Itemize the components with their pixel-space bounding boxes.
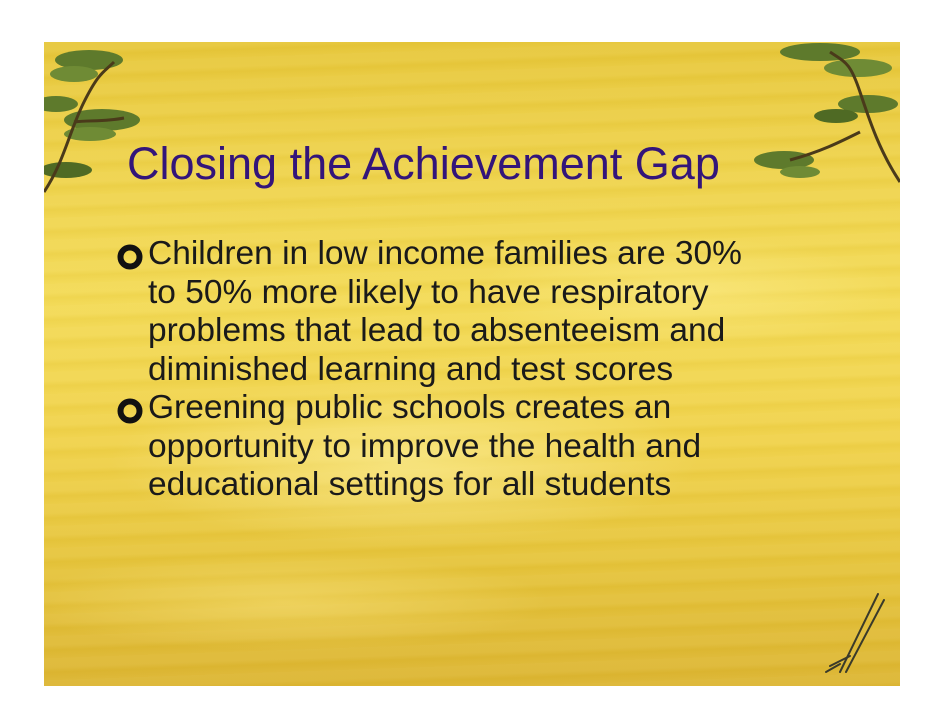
bullet-line: Greening public schools creates an (148, 389, 672, 426)
bullet-line: diminished learning and test scores (148, 350, 674, 388)
bullet-line: problems that lead to absenteeism and (148, 312, 726, 349)
circle-flower-bullet-icon (117, 398, 143, 424)
reed-icon (820, 586, 890, 676)
bullet-line: educational settings for all students (148, 466, 672, 503)
bullet-line: opportunity to improve the health and (148, 427, 702, 465)
bullet-line: Children in low income families are 30% (148, 235, 742, 272)
slide-title: Closing the Achievement Gap (127, 138, 720, 189)
slide (44, 42, 900, 686)
bullet-item (117, 389, 837, 505)
bullet-item (117, 235, 837, 389)
bullet-line: to 50% more likely to have respiratory (148, 273, 709, 311)
circle-flower-bullet-icon (117, 244, 143, 270)
bullet-list (117, 235, 837, 505)
pine-branch-icon (750, 42, 900, 212)
